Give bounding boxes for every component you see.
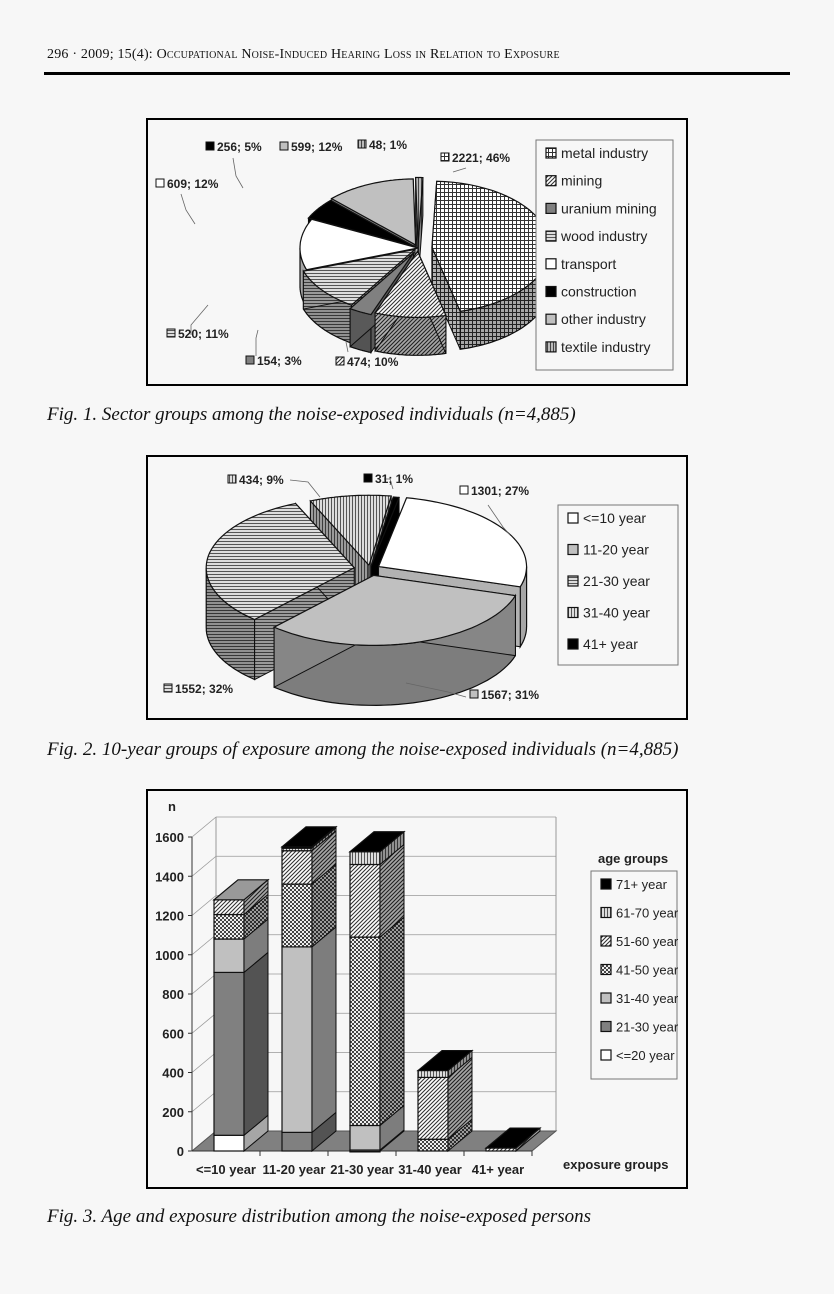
legend-swatch bbox=[546, 314, 556, 324]
y-tick-label: 1200 bbox=[155, 908, 184, 924]
legend-item-transport bbox=[546, 256, 616, 272]
bar-stack-31-40-year bbox=[418, 1051, 472, 1151]
pie-slices bbox=[300, 178, 550, 356]
bar-front bbox=[214, 915, 244, 940]
legend-label: 41+ year bbox=[583, 636, 638, 652]
gridline-diagonal bbox=[192, 935, 216, 955]
gridline-diagonal bbox=[192, 974, 216, 994]
legend-swatch bbox=[568, 576, 578, 586]
legend-swatch bbox=[601, 879, 611, 889]
legend-swatch bbox=[568, 513, 578, 523]
legend-label: 21-30 year bbox=[616, 1019, 679, 1035]
legend-swatch bbox=[546, 148, 556, 158]
figure-2-caption: Fig. 2. 10-year groups of exposure among the noise-exposed individuals (n=4,885) bbox=[47, 739, 679, 760]
gridline-diagonal bbox=[192, 1013, 216, 1033]
legend-label: 31-40 year bbox=[616, 991, 679, 1006]
legend-swatch bbox=[601, 965, 611, 975]
legend-label: 41-50 year bbox=[616, 962, 679, 978]
figure-2 bbox=[146, 455, 688, 720]
bar-front bbox=[418, 1139, 448, 1151]
legend-item-41-year bbox=[568, 636, 638, 652]
x-tick-label: 21-30 year bbox=[330, 1162, 394, 1177]
legend-swatch bbox=[568, 545, 578, 555]
pie-chart-sectors bbox=[148, 120, 686, 384]
data-label-41-year bbox=[364, 472, 413, 489]
pie-slices bbox=[206, 495, 526, 705]
legend-swatch bbox=[546, 259, 556, 269]
bar-front bbox=[282, 1132, 312, 1151]
gridline-diagonal bbox=[192, 1092, 216, 1112]
running-head bbox=[47, 47, 560, 63]
legend-label: 71+ year bbox=[616, 877, 667, 892]
citation: 2009; 15(4): bbox=[80, 47, 153, 62]
legend-label: transport bbox=[561, 255, 617, 272]
legend-label: textile industry bbox=[561, 338, 651, 355]
bar-stack-11-20-year bbox=[282, 827, 336, 1151]
label-swatch bbox=[164, 684, 172, 692]
bar-front bbox=[350, 864, 380, 937]
bar-side-shade bbox=[380, 917, 404, 1125]
legend-swatch bbox=[568, 608, 578, 618]
data-label: 1567; 31% bbox=[481, 688, 540, 702]
x-tick-label: 11-20 year bbox=[262, 1162, 326, 1177]
bar-front bbox=[282, 884, 312, 947]
data-label: 1301; 27% bbox=[471, 484, 530, 498]
legend-swatch bbox=[601, 1050, 611, 1060]
x-tick-label: <=10 year bbox=[195, 1162, 257, 1177]
label-swatch bbox=[246, 356, 254, 364]
bar-front bbox=[418, 1077, 448, 1139]
data-label: 609; 12% bbox=[167, 177, 219, 191]
gridline-diagonal bbox=[192, 896, 216, 916]
leader-line bbox=[290, 480, 320, 497]
label-swatch bbox=[441, 153, 449, 161]
legend-swatch bbox=[546, 287, 556, 297]
bar-front bbox=[214, 900, 244, 915]
bar-front bbox=[350, 1125, 380, 1150]
legend-label: other industry bbox=[561, 311, 646, 328]
legend-swatch bbox=[601, 908, 611, 918]
gridline-diagonal bbox=[192, 856, 216, 876]
legend-label: construction bbox=[561, 283, 637, 300]
y-tick-label: 600 bbox=[162, 1026, 184, 1042]
legend-label: 11-20 year bbox=[583, 541, 649, 558]
legend-label: 21-30 year bbox=[583, 573, 650, 589]
data-label: 1552; 32% bbox=[175, 682, 234, 696]
gridline-diagonal bbox=[192, 817, 216, 837]
y-tick-label: 1400 bbox=[155, 869, 184, 885]
label-swatch bbox=[364, 474, 372, 482]
legend-label: 51-60 year bbox=[616, 934, 679, 949]
data-label-transport bbox=[156, 177, 219, 224]
legend-label: <=10 year bbox=[583, 510, 647, 526]
bar-stack-21-30-year bbox=[350, 832, 404, 1152]
pie-slice-metal-industry bbox=[432, 181, 550, 349]
x-tick-label: 41+ year bbox=[471, 1162, 525, 1177]
legend-label: uranium mining bbox=[561, 200, 657, 217]
legend-label: metal industry bbox=[561, 145, 649, 161]
leader-line bbox=[181, 194, 195, 224]
data-label: 256; 5% bbox=[217, 140, 262, 154]
legend-item-textile-industry bbox=[546, 339, 650, 355]
gridline-diagonal bbox=[192, 1053, 216, 1073]
legend-item-uranium-mining bbox=[546, 200, 657, 216]
data-label: 2221; 46% bbox=[452, 151, 511, 165]
bar-front bbox=[282, 947, 312, 1132]
label-swatch bbox=[460, 486, 468, 494]
legend-item-other-industry bbox=[546, 311, 646, 327]
leader-line bbox=[453, 168, 466, 172]
data-label-other-industry bbox=[280, 140, 343, 154]
label-swatch bbox=[206, 142, 214, 150]
y-tick-label: 1600 bbox=[155, 830, 184, 845]
data-label: 434; 9% bbox=[239, 473, 284, 487]
page-number: 296 bbox=[47, 47, 69, 62]
y-tick-label: 1000 bbox=[155, 947, 184, 963]
legend-swatch bbox=[601, 1022, 611, 1032]
bar-segment-31-40-year bbox=[282, 927, 336, 1132]
header-rule bbox=[44, 72, 790, 75]
legend-swatch bbox=[546, 231, 556, 241]
data-label-uranium-mining bbox=[246, 330, 302, 368]
bar-front bbox=[214, 1135, 244, 1151]
article-title: Occupational Noise-Induced Hearing Loss in Relation to Exposure bbox=[156, 47, 560, 62]
legend-label: mining bbox=[561, 172, 603, 189]
data-label-wood-industry bbox=[167, 305, 229, 341]
pie-chart-exposure bbox=[148, 457, 686, 718]
y-tick-label: 400 bbox=[162, 1065, 184, 1081]
figure-3 bbox=[146, 789, 688, 1189]
label-swatch bbox=[358, 140, 366, 148]
label-swatch bbox=[167, 329, 175, 337]
data-label-textile-industry bbox=[358, 138, 407, 152]
bar-segment-21-30-year bbox=[214, 952, 268, 1135]
label-swatch bbox=[280, 142, 288, 150]
chart-legend bbox=[536, 140, 673, 370]
figure-1-caption: Fig. 1. Sector groups among the noise-exposed individuals (n=4,885) bbox=[47, 404, 576, 425]
data-label-metal-industry bbox=[441, 151, 510, 172]
bar-front bbox=[214, 939, 244, 972]
data-label-31-40-year bbox=[228, 473, 320, 497]
x-axis-label: exposure groups bbox=[563, 1157, 669, 1172]
y-tick-label: 0 bbox=[176, 1144, 184, 1159]
label-swatch bbox=[228, 475, 236, 483]
leader-line bbox=[233, 158, 243, 188]
data-label: 474; 10% bbox=[347, 355, 399, 369]
label-swatch bbox=[470, 690, 478, 698]
legend-swatch bbox=[546, 176, 556, 186]
data-label: 520; 11% bbox=[178, 327, 229, 341]
data-label: 599; 12% bbox=[291, 140, 343, 154]
legend-swatch bbox=[546, 203, 556, 213]
leader-line bbox=[346, 342, 348, 352]
bar-side-shade bbox=[244, 952, 268, 1135]
chart-legend bbox=[558, 505, 678, 665]
legend-swatch bbox=[568, 639, 578, 649]
bar-front bbox=[350, 852, 380, 865]
legend-item-wood-industry bbox=[546, 228, 647, 244]
bar-side-shade bbox=[312, 927, 336, 1132]
legend-swatch bbox=[601, 993, 611, 1003]
data-label: 31; 1% bbox=[375, 472, 414, 486]
separator: · bbox=[72, 47, 78, 62]
y-tick-label: 800 bbox=[162, 987, 184, 1002]
label-swatch bbox=[156, 179, 164, 187]
chart-legend bbox=[591, 871, 679, 1079]
bar-front bbox=[350, 937, 380, 1125]
data-label: 154; 3% bbox=[257, 354, 302, 368]
figure-1 bbox=[146, 118, 688, 386]
figure-3-caption: Fig. 3. Age and exposure distribution among the noise-exposed persons bbox=[47, 1206, 592, 1227]
legend-item-metal-industry bbox=[546, 145, 648, 161]
y-axis-label: n bbox=[168, 799, 176, 814]
data-label: 48; 1% bbox=[369, 138, 408, 152]
bar-front bbox=[282, 851, 312, 884]
bar-stack-10-year bbox=[214, 880, 268, 1151]
bars bbox=[214, 827, 540, 1152]
legend-label: 31-40 year bbox=[583, 604, 650, 621]
y-tick-label: 200 bbox=[162, 1104, 184, 1120]
stacked-bar-chart bbox=[148, 791, 686, 1187]
leader-line bbox=[256, 330, 258, 356]
bar-segment-41-50-year bbox=[350, 917, 404, 1125]
legend-swatch bbox=[546, 342, 556, 352]
label-swatch bbox=[336, 357, 344, 365]
legend-label: 61-70 year bbox=[616, 905, 679, 921]
legend-label: <=20 year bbox=[616, 1048, 675, 1063]
legend-label: wood industry bbox=[561, 228, 648, 245]
data-label-21-30-year bbox=[164, 682, 233, 696]
bar-front bbox=[214, 972, 244, 1135]
legend-swatch bbox=[601, 936, 611, 946]
bar-front bbox=[418, 1071, 448, 1078]
legend-title: age groups bbox=[598, 851, 669, 866]
x-tick-label: 31-40 year bbox=[398, 1162, 462, 1177]
